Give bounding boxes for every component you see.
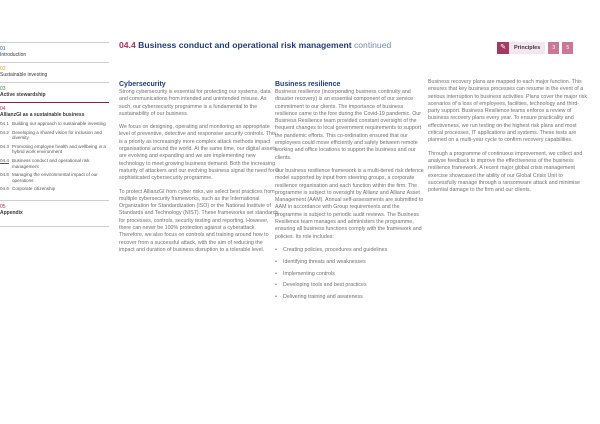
business-resilience-paragraph: Business resilience (incorporating business continuity and disaster recovery) is an essential component of our service commitment to our clients. The importance of business resilience came to the fore during the Covid-19 pandemic. Our Business Resilience team provided constant oversight of the frequent changes to local government requirements to support the pandemic efforts. This co-ordination ensured that our employees could move efficiently and safely between remote working and office locations to support the business and our clients. — [275, 89, 422, 161]
nav-section-number: 01 — [0, 46, 6, 52]
cybersecurity-column — [119, 80, 279, 260]
list-item-text: Creating policies, procedures and guidelines — [283, 246, 388, 253]
business-recovery-paragraph: Business recovery plans are mapped to each major function. This ensures that key business processes can resume in the event of a serious interruption to business activities. Plans cover the major risk scenarios of a loss of employees, facilities, technology and third-party support. Business Resilience teams enforce a review of business recovery plans every year. To ensure practicality and effectiveness, we run testing on the highest risk plans and most critical processes, IT applications and systems. These tests are planned on a multi-year cycle to confirm recovery capabilities. — [428, 79, 587, 144]
nav-subitem-04-3[interactable] — [0, 144, 109, 155]
business-recovery-paragraph: Through a programme of continuous improvement, we collect and analyse feedback to improve the effectiveness of the business resilience framework. A recent major global crisis management exercise showcased the ability of our Global Crisis Unit to successfully manage through a ransomware attack and minimise potential damage to the firm and our clients. — [428, 150, 583, 194]
principles-button[interactable] — [497, 42, 545, 54]
sidebar-nav — [0, 42, 109, 227]
list-item-text: Implementing controls — [283, 270, 335, 277]
bullet-icon: • — [275, 270, 277, 277]
page-title-text: Business conduct and operational risk management — [138, 40, 352, 50]
nav-subitem-label: Managing the environmental impact of our operations — [12, 172, 98, 183]
list-item — [275, 282, 425, 289]
cybersecurity-paragraph: To protect AllianzGI from cyber risks, we select best practices from multiple cybersecurity frameworks, such as the International Organization for Standardization (ISO) or the National Institute of Standards and Technology (NIST). These frameworks set standards for processes, controls, security testing and reporting. However, there can never be 100% protection against a cyberattack. Therefore, we also focus on controls and training around how to recover from a successful attack, with the aim of reducing the impact and duration of business disruption to a tolerable level. — [119, 188, 279, 253]
nav-subitem-number: 04.3 — [0, 143, 9, 149]
nav-divider — [0, 226, 109, 227]
nav-section-number: 05 — [0, 203, 6, 210]
principles-label: Principles — [514, 45, 541, 51]
list-item-text: Identifying threats and weaknesses — [283, 258, 366, 265]
nav-subitem-label: Business conduct and operational risk management — [12, 157, 90, 169]
nav-section-title: Appendix — [0, 209, 23, 216]
nav-section-appendix[interactable] — [0, 200, 109, 220]
nav-subitem-label: Corporate citizenship — [12, 186, 56, 192]
nav-subitem-04-6[interactable] — [0, 186, 109, 192]
nav-section-title: Introduction — [0, 52, 27, 58]
nav-section-sustainable-investing[interactable] — [0, 62, 109, 82]
nav-subitem-04-5[interactable] — [0, 172, 109, 183]
list-item — [275, 259, 425, 266]
nav-subitem-number: 04.6 — [0, 186, 9, 192]
nav-subitem-04-2[interactable] — [0, 130, 109, 141]
nav-subitem-number: 04.1 — [0, 121, 9, 126]
list-item — [275, 294, 425, 301]
nav-subitem-label: Developing a shared vision for inclusion and diversity — [12, 129, 102, 141]
nav-section-title: AllianzGI as a sustainable business — [0, 112, 85, 118]
nav-section-number: 02 — [0, 66, 6, 72]
previous-page-button[interactable]: 3 — [548, 42, 559, 54]
bullet-icon: • — [275, 258, 277, 265]
nav-section-introduction[interactable] — [0, 42, 109, 62]
next-page-button[interactable]: 5 — [562, 42, 573, 54]
page-title — [119, 40, 391, 50]
bullet-icon: • — [275, 282, 277, 289]
nav-section-number: 04 — [0, 106, 6, 112]
list-item — [275, 247, 425, 254]
resilience-role-list — [275, 247, 425, 301]
cybersecurity-paragraph: We focus on designing, operating and monitoring an appropriate level of preventive, detective and responsive security controls. This is a priority as increasingly more complex attack methods impact organisations around the world. At the same time, our digital assets are evolving and expanding and we are implementing new technology to meet growing business demand. Both the increasing maturity of attackers and our evolving business signal the need for a sophisticated cybersecurity programme. — [119, 124, 279, 182]
nav-section-title: Active stewardship — [0, 92, 46, 98]
principles-nav — [497, 42, 573, 54]
nav-subitem-number: 04.2 — [0, 129, 9, 135]
page-title-suffix: continued — [353, 40, 392, 50]
nav-subitem-number: 04.5 — [0, 172, 9, 178]
nav-subitem-04-1[interactable] — [0, 121, 109, 127]
nav-section-sustainable-business[interactable] — [0, 102, 109, 196]
business-resilience-column — [275, 80, 425, 306]
principles-icon: ✎ — [497, 42, 509, 54]
list-item — [275, 271, 425, 278]
nav-subitem-label: Building our approach to sustainable investing — [12, 121, 106, 126]
nav-subitem-label: Promoting employee health and wellbeing in a hybrid work environment — [12, 143, 106, 155]
nav-section-number: 03 — [0, 86, 6, 92]
nav-section-active-stewardship[interactable] — [0, 82, 109, 102]
cybersecurity-heading: Cybersecurity — [119, 81, 166, 88]
page-title-number: 04.4 — [119, 40, 136, 50]
bullet-icon: • — [275, 294, 277, 301]
list-item-text: Developing tools and best practices — [283, 282, 367, 289]
cybersecurity-paragraph: Strong cybersecurity is essential for protecting our systems, data and communications from intended and unintended misuse. As such, our cybersecurity programme is a fundamental to the sustainability of our business. — [119, 89, 271, 117]
bullet-icon: • — [275, 246, 277, 253]
nav-subitem-04-4[interactable] — [0, 158, 109, 169]
list-item-text: Delivering training and awareness — [283, 294, 363, 301]
business-resilience-paragraph: Our business resilience framework is a multi-tiered risk defence model supported by input from steering groups, a corporate resilience organisation and each function within the firm. The programme is subject to oversight by Allianz and Allianz Asset Management (AAM). Annual self-assessments are submitted to AAM in accordance with Group requirements and the programme is subject to periodic audit reviews. The Business Resilience team manages and administers the programme, ensuring all business functions comply with the framework and policies. Its role includes: — [275, 167, 424, 240]
nav-subitem-number: 04.4 — [0, 157, 9, 163]
nav-section-title: Sustainable investing — [0, 72, 48, 78]
business-recovery-column — [428, 79, 588, 200]
business-resilience-heading: Business resilience — [275, 81, 341, 88]
